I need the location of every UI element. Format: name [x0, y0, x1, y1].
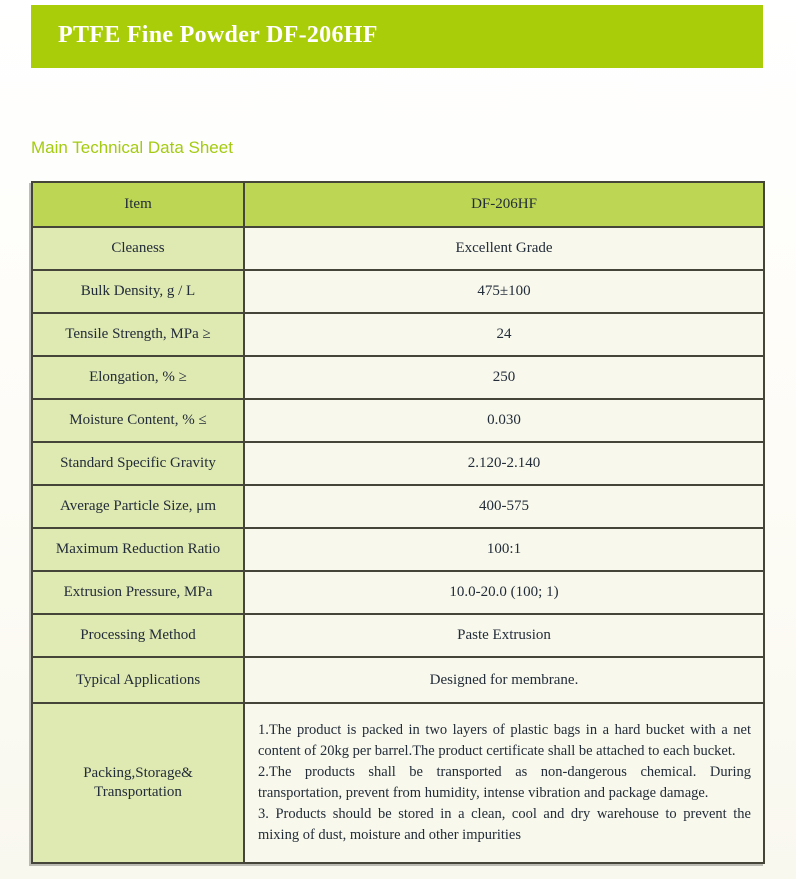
- header-value-cell: DF-206HF: [244, 182, 764, 227]
- table-row-particle-size: [32, 485, 764, 528]
- packing-label-line1: Packing,Storage&: [83, 765, 193, 781]
- item-cell: Maximum Reduction Ratio: [32, 528, 244, 571]
- packing-note-3: 3. Products should be stored in a clean, cool and dry warehouse to prevent the mixing of dust, moisture and other impurities: [258, 806, 751, 843]
- packing-note-1: 1.The product is packed in two layers of plastic bags in a hard bucket with a net content of 20kg per barrel.The product certificate shall be attached to each bucket.: [258, 722, 751, 759]
- packing-note-2: 2.The products shall be transported as non-dangerous chemical. During transportation, prevent from humidity, intense vibration and package damage.: [258, 764, 751, 801]
- section-heading: Main Technical Data Sheet: [31, 138, 233, 157]
- item-cell: Moisture Content, % ≤: [32, 399, 244, 442]
- item-cell: Average Particle Size, μm: [32, 485, 244, 528]
- value-cell: Excellent Grade: [244, 227, 764, 270]
- table-row-typical-applications: [32, 657, 764, 703]
- table-row-cleaness: [32, 227, 764, 270]
- value-cell: Paste Extrusion: [244, 614, 764, 657]
- value-cell: 475±100: [244, 270, 764, 313]
- table-row-processing-method: [32, 614, 764, 657]
- item-cell: Processing Method: [32, 614, 244, 657]
- item-cell: [32, 703, 244, 863]
- item-cell: Elongation, % ≥: [32, 356, 244, 399]
- item-cell: Typical Applications: [32, 657, 244, 703]
- technical-data-table: [31, 181, 765, 864]
- value-cell: 24: [244, 313, 764, 356]
- product-title: PTFE Fine Powder DF-206HF: [58, 21, 378, 48]
- value-cell: 2.120-2.140: [244, 442, 764, 485]
- table-row-reduction-ratio: [32, 528, 764, 571]
- value-cell: 250: [244, 356, 764, 399]
- header-banner: [31, 5, 763, 68]
- table-header-row: [32, 182, 764, 227]
- item-cell: Tensile Strength, MPa ≥: [32, 313, 244, 356]
- table-row-tensile-strength: [32, 313, 764, 356]
- table-row-bulk-density: [32, 270, 764, 313]
- table-row-moisture-content: [32, 399, 764, 442]
- table-row-specific-gravity: [32, 442, 764, 485]
- item-cell: Extrusion Pressure, MPa: [32, 571, 244, 614]
- packing-notes-cell: [244, 703, 764, 863]
- item-cell: Cleaness: [32, 227, 244, 270]
- value-cell: 10.0-20.0 (100; 1): [244, 571, 764, 614]
- item-cell: Bulk Density, g / L: [32, 270, 244, 313]
- value-cell: Designed for membrane.: [244, 657, 764, 703]
- table-row-extrusion-pressure: [32, 571, 764, 614]
- value-cell: 400-575: [244, 485, 764, 528]
- item-cell: Standard Specific Gravity: [32, 442, 244, 485]
- value-cell: 0.030: [244, 399, 764, 442]
- table-row-elongation: [32, 356, 764, 399]
- table-row-packing-storage: [32, 703, 764, 863]
- packing-label-line2: Transportation: [94, 784, 182, 800]
- header-item-cell: Item: [32, 182, 244, 227]
- value-cell: 100:1: [244, 528, 764, 571]
